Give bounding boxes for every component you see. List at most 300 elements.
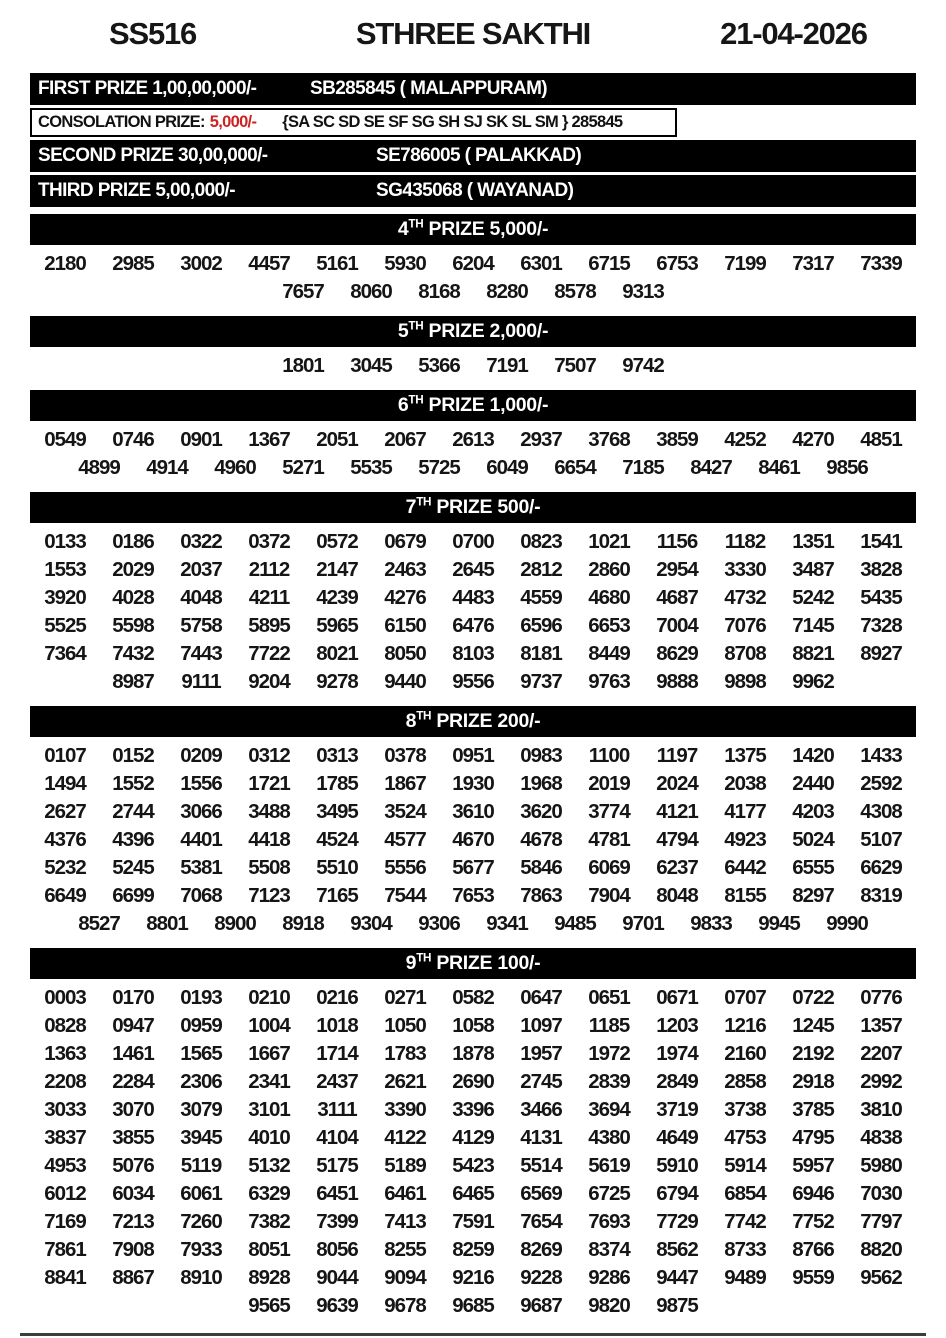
prize-number: 3045 (350, 354, 392, 377)
prize-number: 1420 (792, 744, 834, 767)
prize-number: 2019 (588, 772, 630, 795)
prize-number: 9228 (520, 1266, 562, 1289)
prize-number: 6049 (486, 456, 528, 479)
prize-number: 2858 (724, 1070, 766, 1093)
prize-number: 0133 (44, 530, 86, 553)
prize-number: 3033 (44, 1098, 86, 1121)
prize-number: 8269 (520, 1238, 562, 1261)
prize-number: 8103 (452, 642, 494, 665)
prize-number: 9489 (724, 1266, 766, 1289)
prize-number: 4270 (792, 428, 834, 451)
prize-number: 7328 (860, 614, 902, 637)
prize-number: 1785 (316, 772, 358, 795)
prize-number: 4781 (588, 828, 630, 851)
prize-number: 0271 (384, 986, 426, 1009)
prize-section-title: 6TH PRIZE 1,000/- (30, 390, 916, 421)
prize-number: 7123 (248, 884, 290, 907)
prize-number: 7797 (860, 1210, 902, 1233)
prize-number: 4953 (44, 1154, 86, 1177)
prize-number: 6061 (180, 1182, 222, 1205)
prize-section-title: 5TH PRIZE 2,000/- (30, 316, 916, 347)
prize-number: 3945 (180, 1126, 222, 1149)
prize-number: 5119 (180, 1154, 222, 1177)
prize-number: 0746 (112, 428, 154, 451)
prize-number: 3855 (112, 1126, 154, 1149)
prize-number: 3837 (44, 1126, 86, 1149)
prize-number: 0700 (452, 530, 494, 553)
prize-number: 4680 (588, 586, 630, 609)
prize-number: 7165 (316, 884, 358, 907)
prize-number: 5525 (44, 614, 86, 637)
prize-number: 7169 (44, 1210, 86, 1233)
prize-number: 5024 (792, 828, 834, 851)
prize-number: 6649 (44, 884, 86, 907)
prize-number: 3774 (588, 800, 630, 823)
prize-number: 6596 (520, 614, 562, 637)
prize-number: 2812 (520, 558, 562, 581)
prize-number: 0722 (792, 986, 834, 1009)
prize-number-grid (30, 425, 916, 485)
prize-number: 3079 (180, 1098, 222, 1121)
prize-number: 8259 (452, 1238, 494, 1261)
prize-number: 6451 (316, 1182, 358, 1205)
prize-number: 7317 (792, 252, 834, 275)
prize-number: 9833 (690, 912, 732, 935)
prize-number: 9111 (181, 670, 221, 693)
prize-number: 1721 (248, 772, 290, 795)
first-prize-label: FIRST PRIZE 1,00,00,000/- (38, 78, 257, 99)
prize-number: 4121 (656, 800, 698, 823)
prize-number: 6204 (452, 252, 494, 275)
prize-number: 9888 (656, 670, 698, 693)
prize-number: 0209 (180, 744, 222, 767)
prize-number: 5132 (248, 1154, 290, 1177)
prize-number: 1156 (656, 530, 698, 553)
prize-number: 2839 (588, 1070, 630, 1093)
prize-number: 5598 (112, 614, 154, 637)
prize-number: 7076 (724, 614, 766, 637)
prize-number: 1783 (384, 1042, 426, 1065)
prize-number: 3330 (724, 558, 766, 581)
prize-number: 3466 (520, 1098, 562, 1121)
prize-number: 2985 (112, 252, 154, 275)
prize-number: 2745 (520, 1070, 562, 1093)
prize-number: 1021 (588, 530, 630, 553)
prize-number: 3620 (520, 800, 562, 823)
prize-number: 2038 (724, 772, 766, 795)
prize-number: 1552 (112, 772, 154, 795)
prize-number: 2690 (452, 1070, 494, 1093)
prize-number: 7432 (112, 642, 154, 665)
prize-number: 6794 (656, 1182, 698, 1205)
prize-number: 2037 (180, 558, 222, 581)
prize-number: 6465 (452, 1182, 494, 1205)
prize-number: 5514 (520, 1154, 562, 1177)
prize-number: 9216 (452, 1266, 494, 1289)
third-prize-label: THIRD PRIZE 5,00,000/- (38, 180, 235, 201)
prize-number: 4010 (248, 1126, 290, 1149)
first-prize-bar (30, 73, 916, 105)
prize-number: 9742 (622, 354, 664, 377)
prize-number: 1556 (180, 772, 222, 795)
prize-number: 5758 (180, 614, 222, 637)
prize-number: 8867 (112, 1266, 154, 1289)
prize-number: 4838 (860, 1126, 902, 1149)
prize-number: 4396 (112, 828, 154, 851)
prize-number: 7339 (860, 252, 902, 275)
prize-number: 3495 (316, 800, 358, 823)
prize-number: 2613 (452, 428, 494, 451)
prize-number: 1974 (656, 1042, 698, 1065)
prize-number: 1930 (452, 772, 494, 795)
prize-number: 1182 (724, 530, 766, 553)
prize-number: 7742 (724, 1210, 766, 1233)
prize-number: 6329 (248, 1182, 290, 1205)
prize-number: 4795 (792, 1126, 834, 1149)
prize-number: 7693 (588, 1210, 630, 1233)
prize-number: 5914 (724, 1154, 766, 1177)
prize-number: 1667 (248, 1042, 290, 1065)
prize-number: 5846 (520, 856, 562, 879)
prize-number: 9678 (384, 1294, 426, 1317)
prize-number: 4687 (656, 586, 698, 609)
prize-number: 1203 (656, 1014, 698, 1037)
prize-number: 8820 (860, 1238, 902, 1261)
prize-number: 4252 (724, 428, 766, 451)
prize-number: 8060 (350, 280, 392, 303)
prize-number: 2437 (316, 1070, 358, 1093)
prize-number: 8841 (44, 1266, 86, 1289)
prize-number: 8918 (282, 912, 324, 935)
prize-number: 1541 (860, 530, 902, 553)
prize-number: 2207 (860, 1042, 902, 1065)
prize-number: 3859 (656, 428, 698, 451)
prize-number: 9737 (520, 670, 562, 693)
prize-number: 1375 (724, 744, 766, 767)
prize-number: 3828 (860, 558, 902, 581)
prize-number: 7364 (44, 642, 86, 665)
prize-number: 7591 (452, 1210, 494, 1233)
prize-number: 4483 (452, 586, 494, 609)
prize-number: 5366 (418, 354, 460, 377)
prize-sections (30, 214, 916, 1323)
prize-number: 4122 (384, 1126, 426, 1149)
prize-number: 4380 (588, 1126, 630, 1149)
prize-number: 3719 (656, 1098, 698, 1121)
prize-number: 2849 (656, 1070, 698, 1093)
prize-number: 1968 (520, 772, 562, 795)
prize-number: 2112 (248, 558, 290, 581)
prize-number: 2208 (44, 1070, 86, 1093)
prize-number: 8427 (690, 456, 732, 479)
prize-number: 0216 (316, 986, 358, 1009)
consolation-prize-row (30, 108, 677, 137)
prize-number: 5161 (316, 252, 358, 275)
prize-number: 8255 (384, 1238, 426, 1261)
prize-number: 6653 (588, 614, 630, 637)
prize-number: 8374 (588, 1238, 630, 1261)
consolation-label: CONSOLATION PRIZE: (38, 113, 205, 131)
prize-number: 9341 (486, 912, 528, 935)
prize-number: 0322 (180, 530, 222, 553)
prize-number: 6069 (588, 856, 630, 879)
prize-number: 5232 (44, 856, 86, 879)
prize-number: 7861 (44, 1238, 86, 1261)
prize-number: 8155 (724, 884, 766, 907)
prize-number: 2024 (656, 772, 698, 795)
prize-number: 0901 (180, 428, 222, 451)
prize-number: 6555 (792, 856, 834, 879)
prize-number: 8578 (554, 280, 596, 303)
prize-number: 0378 (384, 744, 426, 767)
prize-number: 9306 (418, 912, 460, 935)
prize-number: 0003 (44, 986, 86, 1009)
prize-number: 3101 (248, 1098, 290, 1121)
header (30, 0, 916, 70)
lottery-name: STHREE SAKTHI (355, 16, 591, 51)
prize-number: 4203 (792, 800, 834, 823)
prize-number: 0951 (452, 744, 494, 767)
prize-number: 0210 (248, 986, 290, 1009)
prize-number: 4914 (146, 456, 188, 479)
prize-number: 2992 (860, 1070, 902, 1093)
prize-number: 6442 (724, 856, 766, 879)
prize-number: 9304 (350, 912, 392, 935)
prize-number: 5910 (656, 1154, 698, 1177)
prize-number: 4732 (724, 586, 766, 609)
prize-number: 9875 (656, 1294, 698, 1317)
prize-number: 4457 (248, 252, 290, 275)
prize-number-grid (30, 351, 916, 383)
prize-number: 5271 (282, 456, 324, 479)
prize-number: 4960 (214, 456, 256, 479)
prize-number: 9094 (384, 1266, 426, 1289)
prize-number: 9820 (588, 1294, 630, 1317)
prize-section-title: 8TH PRIZE 200/- (30, 706, 916, 737)
prize-number: 4753 (724, 1126, 766, 1149)
prize-number: 6654 (554, 456, 596, 479)
prize-number: 7413 (384, 1210, 426, 1233)
prize-number: 4308 (860, 800, 902, 823)
prize-number: 2284 (112, 1070, 154, 1093)
prize-number: 3610 (452, 800, 494, 823)
prize-number: 0959 (180, 1014, 222, 1037)
prize-number: 1878 (452, 1042, 494, 1065)
prize-number: 9701 (622, 912, 664, 935)
prize-number: 6715 (588, 252, 630, 275)
prize-number: 0107 (44, 744, 86, 767)
prize-number: 7399 (316, 1210, 358, 1233)
prize-number: 8801 (146, 912, 188, 935)
prize-number: 2621 (384, 1070, 426, 1093)
prize-number: 6753 (656, 252, 698, 275)
prize-number: 2067 (384, 428, 426, 451)
prize-number: 6012 (44, 1182, 86, 1205)
prize-number: 1197 (656, 744, 698, 767)
prize-number: 5189 (384, 1154, 426, 1177)
prize-number: 1494 (44, 772, 86, 795)
prize-number: 0186 (112, 530, 154, 553)
prize-number: 9485 (554, 912, 596, 935)
prize-number: 6629 (860, 856, 902, 879)
prize-number: 2627 (44, 800, 86, 823)
prize-number: 9687 (520, 1294, 562, 1317)
second-prize-winner: SE786005 ( PALAKKAD) (376, 145, 582, 166)
prize-number: 5175 (316, 1154, 358, 1177)
prize-number: 8900 (214, 912, 256, 935)
prize-number: 6946 (792, 1182, 834, 1205)
prize-number: 9204 (248, 670, 290, 693)
prize-number: 5435 (860, 586, 902, 609)
prize-number: 5619 (588, 1154, 630, 1177)
prize-number: 6569 (520, 1182, 562, 1205)
prize-number: 0651 (588, 986, 630, 1009)
prize-number: 0823 (520, 530, 562, 553)
third-prize-winner: SG435068 ( WAYANAD) (376, 180, 574, 201)
draw-code: SS516 (108, 16, 197, 51)
prize-number: 5242 (792, 586, 834, 609)
prize-number: 0312 (248, 744, 290, 767)
prize-number: 2051 (316, 428, 358, 451)
third-prize-bar (30, 175, 916, 207)
prize-number: 3738 (724, 1098, 766, 1121)
prize-number: 6699 (112, 884, 154, 907)
prize-number: 3002 (180, 252, 222, 275)
prize-number: 9685 (452, 1294, 494, 1317)
prize-number: 5725 (418, 456, 460, 479)
prize-number: 3694 (588, 1098, 630, 1121)
prize-number: 0983 (520, 744, 562, 767)
prize-number: 2744 (112, 800, 154, 823)
prize-number: 5381 (180, 856, 222, 879)
second-prize-label: SECOND PRIZE 30,00,000/- (38, 145, 268, 166)
prize-number: 3768 (588, 428, 630, 451)
prize-number: 7933 (180, 1238, 222, 1261)
prize-section-title: 7TH PRIZE 500/- (30, 492, 916, 523)
prize-number: 9313 (622, 280, 664, 303)
prize-number: 9440 (384, 670, 426, 693)
prize-number: 1357 (860, 1014, 902, 1037)
prize-number: 7382 (248, 1210, 290, 1233)
prize-number: 7004 (656, 614, 698, 637)
prize-number: 5930 (384, 252, 426, 275)
consolation-series: {SA SC SD SE SF SG SH SJ SK SL SM } 285845 (282, 113, 623, 131)
prize-number: 1363 (44, 1042, 86, 1065)
prize-number: 1565 (180, 1042, 222, 1065)
prize-number: 2937 (520, 428, 562, 451)
prize-number: 0671 (656, 986, 698, 1009)
prize-number: 7260 (180, 1210, 222, 1233)
prize-number: 8181 (520, 642, 562, 665)
prize-number: 4401 (180, 828, 222, 851)
prize-number: 0679 (384, 530, 426, 553)
prize-number: 8319 (860, 884, 902, 907)
prize-number: 4131 (520, 1126, 562, 1149)
prize-number: 1185 (588, 1014, 630, 1037)
prize-number: 8280 (486, 280, 528, 303)
prize-number: 8048 (656, 884, 698, 907)
prize-section-title: 9TH PRIZE 100/- (30, 948, 916, 979)
prize-number: 0582 (452, 986, 494, 1009)
prize-number: 1097 (520, 1014, 562, 1037)
prize-number: 0372 (248, 530, 290, 553)
prize-number: 8527 (78, 912, 120, 935)
prize-number: 1553 (44, 558, 86, 581)
prize-number: 7863 (520, 884, 562, 907)
prize-number: 1018 (316, 1014, 358, 1037)
prize-number: 9447 (656, 1266, 698, 1289)
prize-number: 6237 (656, 856, 698, 879)
prize-number: 8928 (248, 1266, 290, 1289)
prize-number: 5980 (860, 1154, 902, 1177)
prize-number: 1433 (860, 744, 902, 767)
prize-number: 7443 (180, 642, 222, 665)
prize-number: 8297 (792, 884, 834, 907)
prize-number: 7507 (554, 354, 596, 377)
prize-number: 9898 (724, 670, 766, 693)
prize-number: 5677 (452, 856, 494, 879)
prize-number: 7904 (588, 884, 630, 907)
prize-number: 2160 (724, 1042, 766, 1065)
prize-number: 1351 (792, 530, 834, 553)
prize-number: 0572 (316, 530, 358, 553)
prize-number: 1050 (384, 1014, 426, 1037)
prize-number: 7657 (282, 280, 324, 303)
prize-number: 5245 (112, 856, 154, 879)
prize-number: 1058 (452, 1014, 494, 1037)
prize-number: 7722 (248, 642, 290, 665)
prize-section-title: 4TH PRIZE 5,000/- (30, 214, 916, 245)
prize-number: 6034 (112, 1182, 154, 1205)
prize-number: 6461 (384, 1182, 426, 1205)
prize-number: 8056 (316, 1238, 358, 1261)
prize-number: 9856 (826, 456, 868, 479)
prize-number: 0707 (724, 986, 766, 1009)
bottom-divider (20, 1333, 926, 1336)
prize-number: 6150 (384, 614, 426, 637)
draw-date: 21-04-2026 (720, 16, 867, 51)
prize-number: 5508 (248, 856, 290, 879)
prize-number: 7030 (860, 1182, 902, 1205)
prize-number: 5895 (248, 614, 290, 637)
prize-number: 2341 (248, 1070, 290, 1093)
prize-number: 8461 (758, 456, 800, 479)
prize-number: 3524 (384, 800, 426, 823)
prize-number: 3487 (792, 558, 834, 581)
prize-number: 7068 (180, 884, 222, 907)
prize-number: 0776 (860, 986, 902, 1009)
prize-number: 2954 (656, 558, 698, 581)
prize-number: 4104 (316, 1126, 358, 1149)
prize-number: 1801 (282, 354, 324, 377)
prize-number: 4418 (248, 828, 290, 851)
prize-number: 7213 (112, 1210, 154, 1233)
prize-number: 4678 (520, 828, 562, 851)
prize-number: 2860 (588, 558, 630, 581)
prize-number: 4177 (724, 800, 766, 823)
prize-number: 0170 (112, 986, 154, 1009)
prize-number: 4276 (384, 586, 426, 609)
prize-number: 7654 (520, 1210, 562, 1233)
prize-number: 1245 (792, 1014, 834, 1037)
prize-number: 4559 (520, 586, 562, 609)
prize-number: 1100 (588, 744, 630, 767)
prize-number: 4211 (248, 586, 290, 609)
first-prize-winner: SB285845 ( MALAPPURAM) (310, 78, 548, 99)
prize-number: 8050 (384, 642, 426, 665)
prize-number: 2147 (316, 558, 358, 581)
prize-number: 4376 (44, 828, 86, 851)
